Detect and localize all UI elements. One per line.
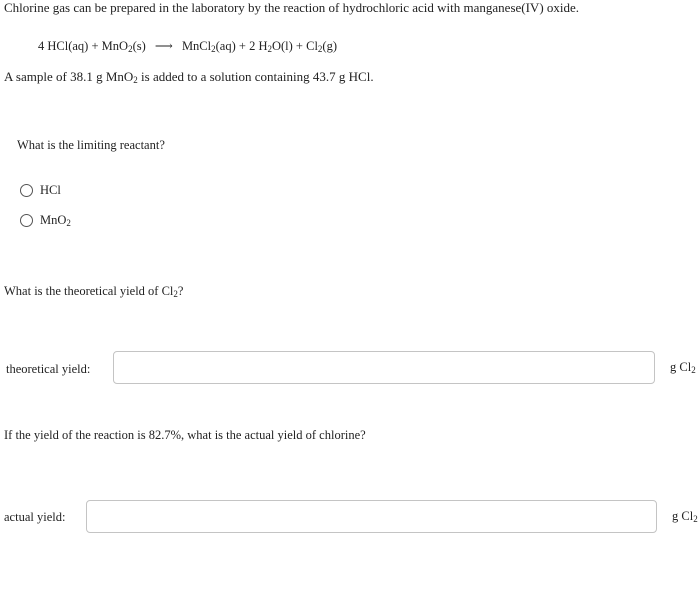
intro-text: Chlorine gas can be prepared in the laboratory by the reaction of hydrochloric acid with manganese(IV) oxide. bbox=[4, 0, 580, 15]
question-limiting-reactant: What is the limiting reactant? bbox=[17, 138, 165, 152]
sample-statement: A sample of 38.1 g MnO$_2$ is added to a solution containing 43.7 g HCl. bbox=[4, 69, 374, 85]
actual-yield-input[interactable] bbox=[86, 500, 657, 533]
option-mno2-label: MnO$_2$ bbox=[40, 213, 71, 228]
theoretical-yield-label: theoretical yield: bbox=[6, 362, 91, 376]
option-hcl[interactable] bbox=[20, 183, 61, 198]
equation-product-mncl2: MnCl$_2$(aq) bbox=[181, 39, 236, 54]
question-theoretical-yield: What is the theoretical yield of $Cl_2$? bbox=[4, 284, 184, 299]
equation-plus: + bbox=[91, 39, 99, 53]
actual-yield-label: actual yield: bbox=[4, 510, 66, 524]
theoretical-yield-unit: g $Cl_2$ bbox=[670, 360, 696, 375]
theoretical-yield-input[interactable] bbox=[113, 351, 655, 384]
radio-button[interactable] bbox=[20, 214, 33, 227]
chemical-equation bbox=[38, 38, 337, 54]
equation-product-water: 2 $H_2O(l)$ bbox=[249, 39, 293, 54]
radio-button[interactable] bbox=[20, 184, 33, 197]
option-hcl-label: HCl bbox=[40, 183, 61, 197]
equation-reactant-hcl: 4 HCl(aq) bbox=[38, 39, 89, 53]
reaction-arrow-icon: ⟶ bbox=[154, 39, 173, 53]
question-actual-yield: If the yield of the reaction is 82.7%, what is the actual yield of chlorine? bbox=[4, 428, 366, 442]
actual-yield-unit: g $Cl_2$ bbox=[672, 509, 698, 524]
option-mno2[interactable] bbox=[20, 213, 71, 228]
equation-plus: + bbox=[295, 39, 303, 53]
equation-plus: + bbox=[238, 39, 246, 53]
equation-reactant-mno2: MnO$_2$(s) bbox=[101, 39, 146, 54]
equation-product-cl2: $Cl_2(g)$ bbox=[306, 39, 337, 54]
